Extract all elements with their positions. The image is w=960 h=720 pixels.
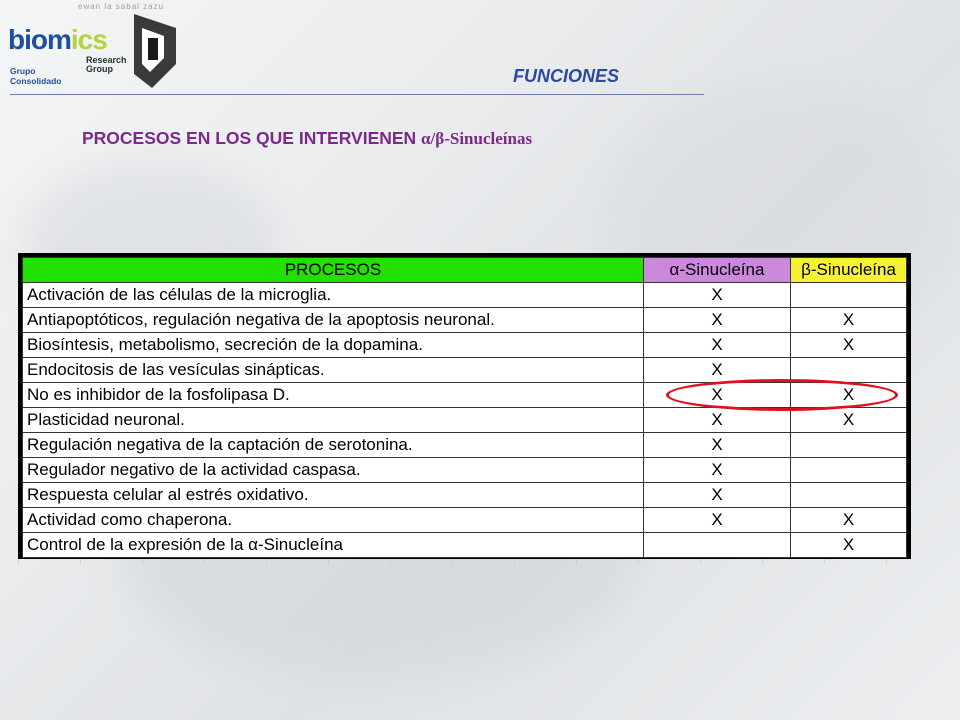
cell-beta: X [791, 508, 907, 533]
logo-grupo-consolidado [10, 66, 61, 86]
cell-proceso: Control de la expresión de la α-Sinucleína [23, 533, 644, 558]
logo-bio-text: biom [8, 24, 71, 55]
biomics-logo [6, 0, 176, 95]
cell-proceso: Biosíntesis, metabolismo, secreción de la dopamina. [23, 333, 644, 358]
cell-alpha: X [644, 508, 791, 533]
header-divider [10, 94, 704, 95]
table-row [23, 283, 907, 308]
logo-emblem-icon [124, 14, 176, 88]
cell-beta: X [791, 408, 907, 433]
table-row [23, 483, 907, 508]
cell-proceso: Activación de las células de la microglia. [23, 283, 644, 308]
header-procesos: PROCESOS [23, 258, 644, 283]
cell-alpha: X [644, 358, 791, 383]
table-row [23, 533, 907, 558]
spreadsheet-grid-remnant [18, 559, 911, 565]
cell-alpha: X [644, 458, 791, 483]
cell-proceso: Regulador negativo de la actividad caspasa. [23, 458, 644, 483]
section-heading-prefix: PROCESOS EN LOS QUE INTERVIENEN [82, 128, 422, 148]
section-heading-serif: α/β-Sinucleínas [421, 129, 533, 148]
table-row [23, 458, 907, 483]
logo-subtitle: ewan la sabal zazu [78, 2, 165, 11]
logo-ics-text: ics [70, 24, 107, 55]
cell-beta [791, 483, 907, 508]
cell-proceso: Actividad como chaperona. [23, 508, 644, 533]
cell-beta: X [791, 533, 907, 558]
cell-alpha: X [644, 283, 791, 308]
cell-beta: X [791, 333, 907, 358]
cell-beta: X [791, 383, 907, 408]
cell-proceso: Antiapoptóticos, regulación negativa de la apoptosis neuronal. [23, 308, 644, 333]
highlight-ellipse [666, 379, 898, 411]
table-row [23, 408, 907, 433]
cell-proceso: Plasticidad neuronal. [23, 408, 644, 433]
cell-beta: X [791, 308, 907, 333]
cell-beta [791, 458, 907, 483]
table-row [23, 308, 907, 333]
table-row [23, 333, 907, 358]
logo-group-text: Group [86, 64, 113, 74]
logo-research-group [86, 56, 127, 74]
header-beta-synuclein: β-Sinucleína [791, 258, 907, 283]
section-heading [82, 128, 532, 149]
table-header-row [23, 258, 907, 283]
table-row [23, 508, 907, 533]
cell-proceso: No es inhibidor de la fosfolipasa D. [23, 383, 644, 408]
cell-alpha: X [644, 308, 791, 333]
cell-alpha [644, 533, 791, 558]
table-row [23, 433, 907, 458]
page-title: FUNCIONES [513, 66, 620, 86]
cell-proceso: Respuesta celular al estrés oxidativo. [23, 483, 644, 508]
cell-alpha: X [644, 433, 791, 458]
cell-alpha: X [644, 333, 791, 358]
logo-wordmark [8, 24, 107, 56]
logo-consolidado-text: Consolidado [10, 76, 62, 86]
cell-alpha: X [644, 383, 791, 408]
cell-proceso: Endocitosis de las vesículas sinápticas. [23, 358, 644, 383]
cell-beta [791, 433, 907, 458]
logo-research-text: Research [86, 55, 127, 65]
logo-grupo-text: Grupo [10, 66, 36, 76]
cell-alpha: X [644, 483, 791, 508]
cell-beta [791, 283, 907, 308]
cell-proceso: Regulación negativa de la captación de serotonina. [23, 433, 644, 458]
header-alpha-synuclein: α-Sinucleína [644, 258, 791, 283]
cell-alpha: X [644, 408, 791, 433]
